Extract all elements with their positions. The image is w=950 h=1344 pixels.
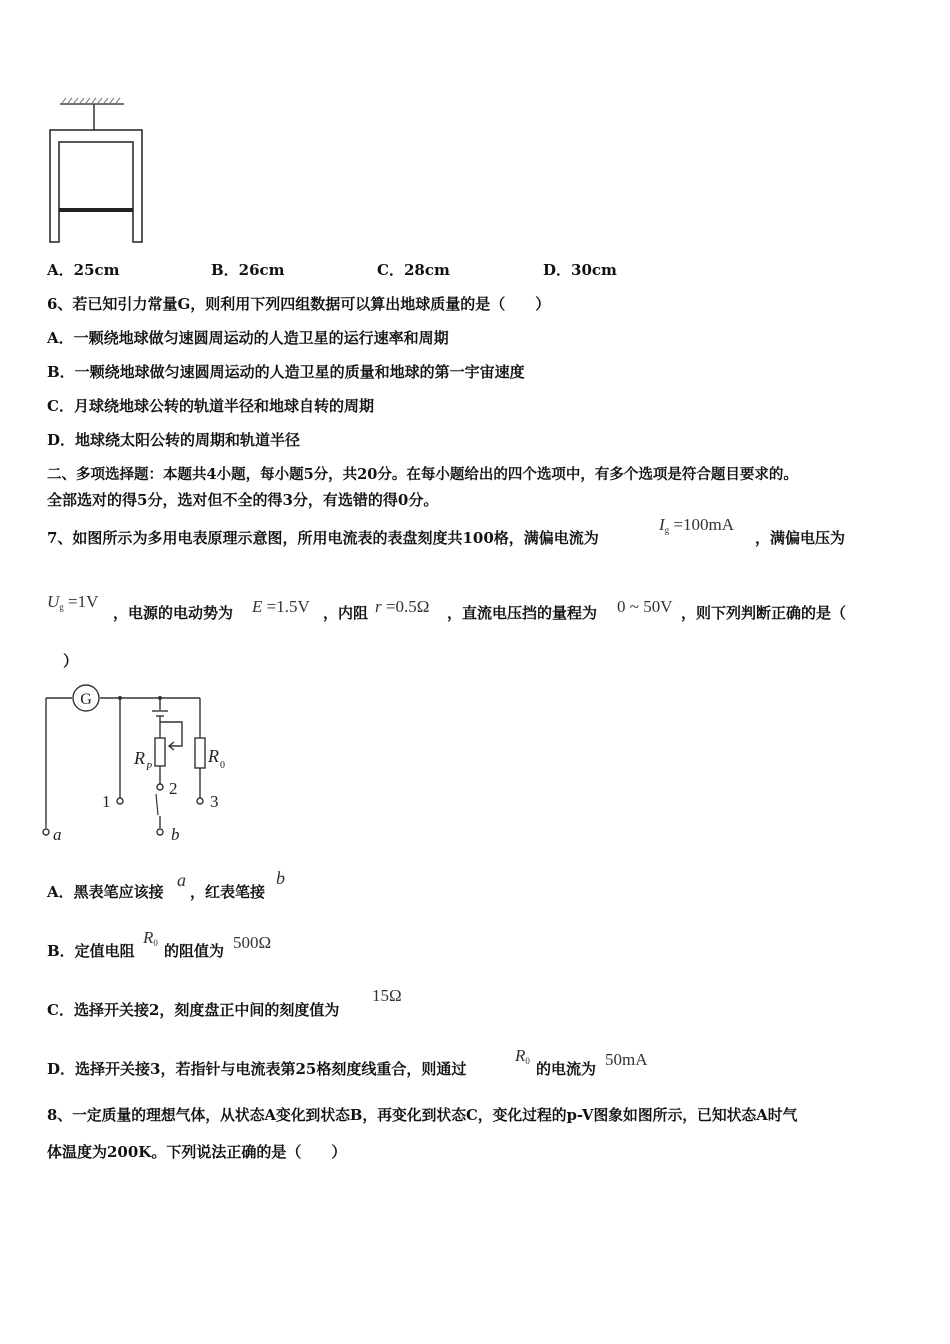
q7-stem-e: ，直流电压挡的量程为 <box>447 604 598 622</box>
section2-note: 全部选对的得5分，选对但不全的得3分，有选错的得0分。 <box>47 491 439 509</box>
q7-option-c-text: C．选择开关接2，刻度盘正中间的刻度值为 <box>47 1001 340 1019</box>
q7-option-b-r0 <box>143 928 158 948</box>
q6-option-b: B．一颗绕地球做匀速圆周运动的人造卫星的质量和地球的第一宇宙速度 <box>47 363 525 381</box>
q7-stem-c: ，电源的电动势为 <box>113 604 234 622</box>
q7-option-b-r-symbol: R <box>143 928 154 947</box>
q7-option-b-value: 500Ω <box>233 933 272 952</box>
q7-option-b-r-subscript: 0 <box>153 938 158 948</box>
terminal-b-label: b <box>171 825 180 844</box>
q5-option-c: C．28cm <box>377 261 450 279</box>
r0-subscript: 0 <box>220 760 225 771</box>
q7-ug-subscript: g <box>59 602 64 612</box>
q7-stem-line1 <box>47 528 599 548</box>
q7-range-value: 0 ~ 50V <box>617 597 673 616</box>
q5-option-a: A．25cm <box>47 261 120 279</box>
q7-ug-formula <box>47 592 98 612</box>
q7-r-value: =0.5Ω <box>385 597 430 616</box>
q7-stem-g: ） <box>63 652 79 670</box>
q7-option-d-text1: D．选择开关接3，若指针与电流表第25格刻度线重合，则通过 <box>47 1060 467 1078</box>
q7-r-formula <box>375 597 429 617</box>
q7-option-d-r-symbol: R <box>515 1046 526 1065</box>
multimeter-circuit <box>38 680 238 850</box>
section2-heading: 二、多项选择题：本题共4小题，每小题5分，共20分。在每小题给出的四个选项中，有多个选项是符合题目要求的。 <box>47 466 798 483</box>
q7-option-a-var-a: a <box>177 870 186 890</box>
q6-stem: 6、若已知引力常量G，则利用下列四组数据可以算出地球质量的是（ ） <box>47 295 551 313</box>
galvanometer-label: G <box>80 691 92 708</box>
q7-stem-f: ，则下列判断正确的是（ <box>681 604 847 622</box>
q7-option-a-text2: ，红表笔接 <box>190 883 266 901</box>
q7-ig-symbol: I <box>659 515 665 534</box>
q7-ig-value: =100mA <box>673 515 735 534</box>
rp-label: R <box>134 748 145 768</box>
q7-option-d-r0 <box>515 1046 530 1066</box>
q7-option-c-value: 15Ω <box>372 986 402 1005</box>
q7-option-a-sym-b <box>276 868 285 889</box>
terminal-a-label: a <box>53 825 62 844</box>
q8-stem-line1: 8、一定质量的理想气体，从状态A变化到状态B，再变化到状态C，变化过程的p-V图象如图所示，已知状态A时气 <box>47 1107 798 1124</box>
q7-option-a-sym-a <box>177 870 186 891</box>
q7-option-d-r-subscript: 0 <box>525 1056 530 1066</box>
q7-ug-value: =1V <box>68 592 99 611</box>
q7-stem-b: ，满偏电压为 <box>755 529 846 547</box>
terminal-3-label: 3 <box>210 792 219 811</box>
q7-r-symbol: r <box>375 597 382 616</box>
q5-option-d: D．30cm <box>543 261 617 279</box>
q7-ig-formula <box>659 515 734 535</box>
q6-option-a: A．一颗绕地球做匀速圆周运动的人造卫星的运行速率和周期 <box>47 329 449 347</box>
rp-subscript: P <box>146 762 153 773</box>
q5-option-b: B．26cm <box>211 261 285 279</box>
terminal-1-label: 1 <box>102 792 111 811</box>
cylinder-figure <box>40 92 160 252</box>
q7-ig-subscript: g <box>664 525 670 535</box>
q7-e-symbol: E <box>252 597 263 616</box>
q7-option-a-var-b: b <box>276 868 285 888</box>
q8-stem-line2: 体温度为200K。下列说法正确的是（ ） <box>47 1143 347 1161</box>
q7-option-d-value: 50mA <box>605 1050 648 1069</box>
r0-label: R <box>208 746 219 766</box>
q7-option-d-text2: 的电流为 <box>536 1060 597 1078</box>
q6-option-d: D．地球绕太阳公转的周期和轨道半径 <box>47 431 301 449</box>
q7-stem-d: ，内阻 <box>323 604 369 622</box>
q7-e-formula <box>252 597 310 617</box>
q7-e-value: =1.5V <box>266 597 310 616</box>
q7-stem-a: 7、如图所示为多用电表原理示意图，所用电流表的表盘刻度共100格，满偏电流为 <box>47 529 599 547</box>
q6-option-c: C．月球绕地球公转的轨道半径和地球自转的周期 <box>47 397 374 415</box>
q7-ug-symbol: U <box>47 592 60 611</box>
q7-option-b-text1: B．定值电阻 <box>47 942 135 960</box>
terminal-2-label: 2 <box>169 779 178 798</box>
q7-option-b-text2: 的阻值为 <box>164 942 225 960</box>
q7-option-a-text1: A．黑表笔应该接 <box>47 883 164 901</box>
